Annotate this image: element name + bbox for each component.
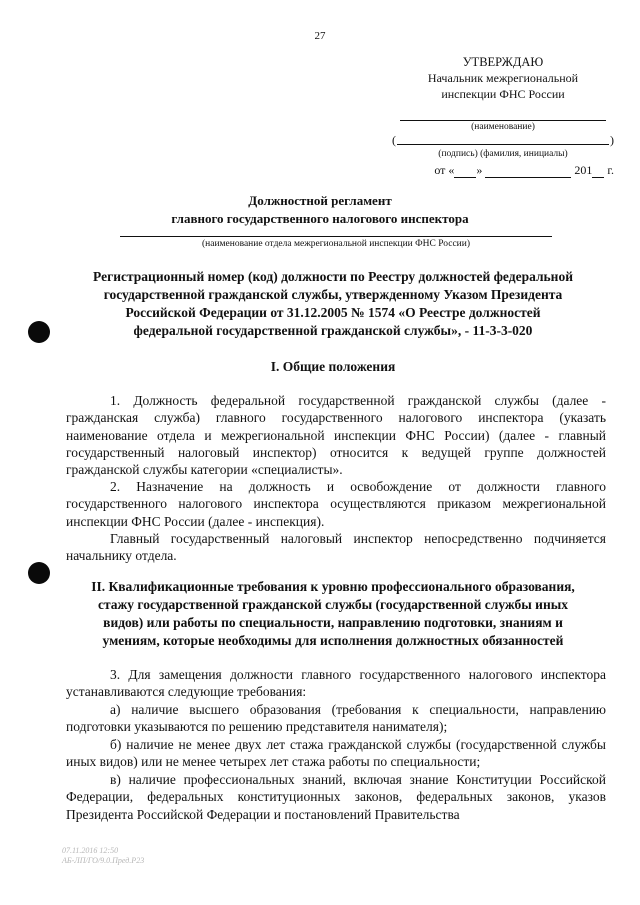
year-fill-line	[592, 166, 604, 178]
document-title	[0, 192, 640, 228]
document-title-line1: Должностной регламент	[248, 193, 392, 208]
section2-item-v: в) наличие профессиональных знаний, включая знание Конституции Российской Федерации, федеральных конституционных законов, федеральных законов, указов Президента Российской Федерации и постановлений Правительства	[66, 772, 606, 822]
section1-paragraph2: 2. Назначение на должность и освобождение от должности главного государственного налогового инспектора осуществляются приказом межрегиональной инспекции ФНС России (далее - инспекция).	[66, 479, 606, 529]
stamp-line2: АБ-ЛП/ГО/9.0.Пред.Р23	[62, 856, 145, 865]
section2-title-line2: стажу государственной гражданской службы (государственной службы иных	[97, 597, 569, 612]
signature-caption: (подпись) (фамилия, инициалы)	[438, 149, 568, 159]
approval-block	[392, 54, 614, 178]
section2-title-line1: II. Квалификационные требования к уровню профессионального образования,	[91, 579, 575, 594]
date-year: 201	[574, 163, 593, 177]
registration-line2: государственной гражданской службы, утвержденному Указом Президента	[103, 287, 563, 302]
system-stamp	[62, 846, 144, 866]
section2-title-line4: умениям, которые необходимы для исполнения должностных обязанностей	[102, 633, 564, 648]
section2-item-a: а) наличие высшего образования (требования к специальности, направлению подготовки указываются по решению представителя нанимателя);	[66, 702, 606, 735]
page-number: 27	[314, 30, 326, 42]
department-caption: (наименование отдела межрегиональной инспекции ФНС России)	[120, 236, 552, 249]
registration-line1: Регистрационный номер (код) должности по Реестру должностей федеральной	[93, 269, 573, 284]
document-title-line2: главного государственного налогового инспектора	[171, 211, 469, 226]
sig-open-paren: (	[392, 133, 396, 147]
stamp-line1: 07.11.2016 12:50	[62, 846, 119, 855]
section1-title: I. Общие положения	[270, 359, 396, 374]
month-fill-line	[485, 166, 571, 178]
punch-hole-top	[28, 321, 50, 343]
punch-hole-bottom	[28, 562, 50, 584]
approval-date	[392, 163, 614, 178]
signature-fill	[392, 134, 614, 148]
name-fill-line	[400, 108, 606, 121]
section2-paragraph3: 3. Для замещения должности главного государственного налогового инспектора устанавливаются следующие требования:	[66, 667, 606, 700]
registration-line4: федеральной государственной гражданской службы», - 11-3-3-020	[133, 323, 533, 338]
date-quote-close: »	[476, 163, 483, 177]
day-fill-line	[454, 166, 476, 178]
section1-paragraph3: Главный государственный налоговый инспектор непосредственно подчиняется начальнику отдела.	[66, 531, 606, 564]
section2-title-line3: видов) или работы по специальности, направлению подготовки, знаниям и	[103, 615, 563, 630]
date-suffix: г.	[607, 163, 614, 177]
approval-position-line1: Начальник межрегиональной	[427, 71, 579, 85]
approval-title: УТВЕРЖДАЮ	[462, 55, 544, 69]
approval-position-line2: инспекции ФНС России	[441, 87, 565, 101]
section2-title	[58, 578, 608, 650]
section1-paragraph1: 1. Должность федеральной государственной гражданской службы (далее - гражданская служба) главного государственного налогового инспектора (указать наименование отдела и межрегиональной инспекции ФНС России) (далее - главный государственный налоговый инспектор) относится к ведущей группе должностей гражданской службы категории «специалисты».	[66, 393, 606, 478]
signature-line	[397, 144, 609, 145]
registration-line3: Российской Федерации от 31.12.2005 № 1574 «О Реестре должностей	[125, 305, 541, 320]
sig-close-paren: )	[610, 133, 614, 147]
name-caption: (наименование)	[471, 122, 535, 132]
date-prefix: от «	[434, 163, 455, 177]
section2-item-b: б) наличие не менее двух лет стажа гражданской службы (государственной службы иных видов) или не менее четырех лет стажа работы по специальности;	[66, 737, 606, 770]
registration-number	[58, 268, 608, 340]
